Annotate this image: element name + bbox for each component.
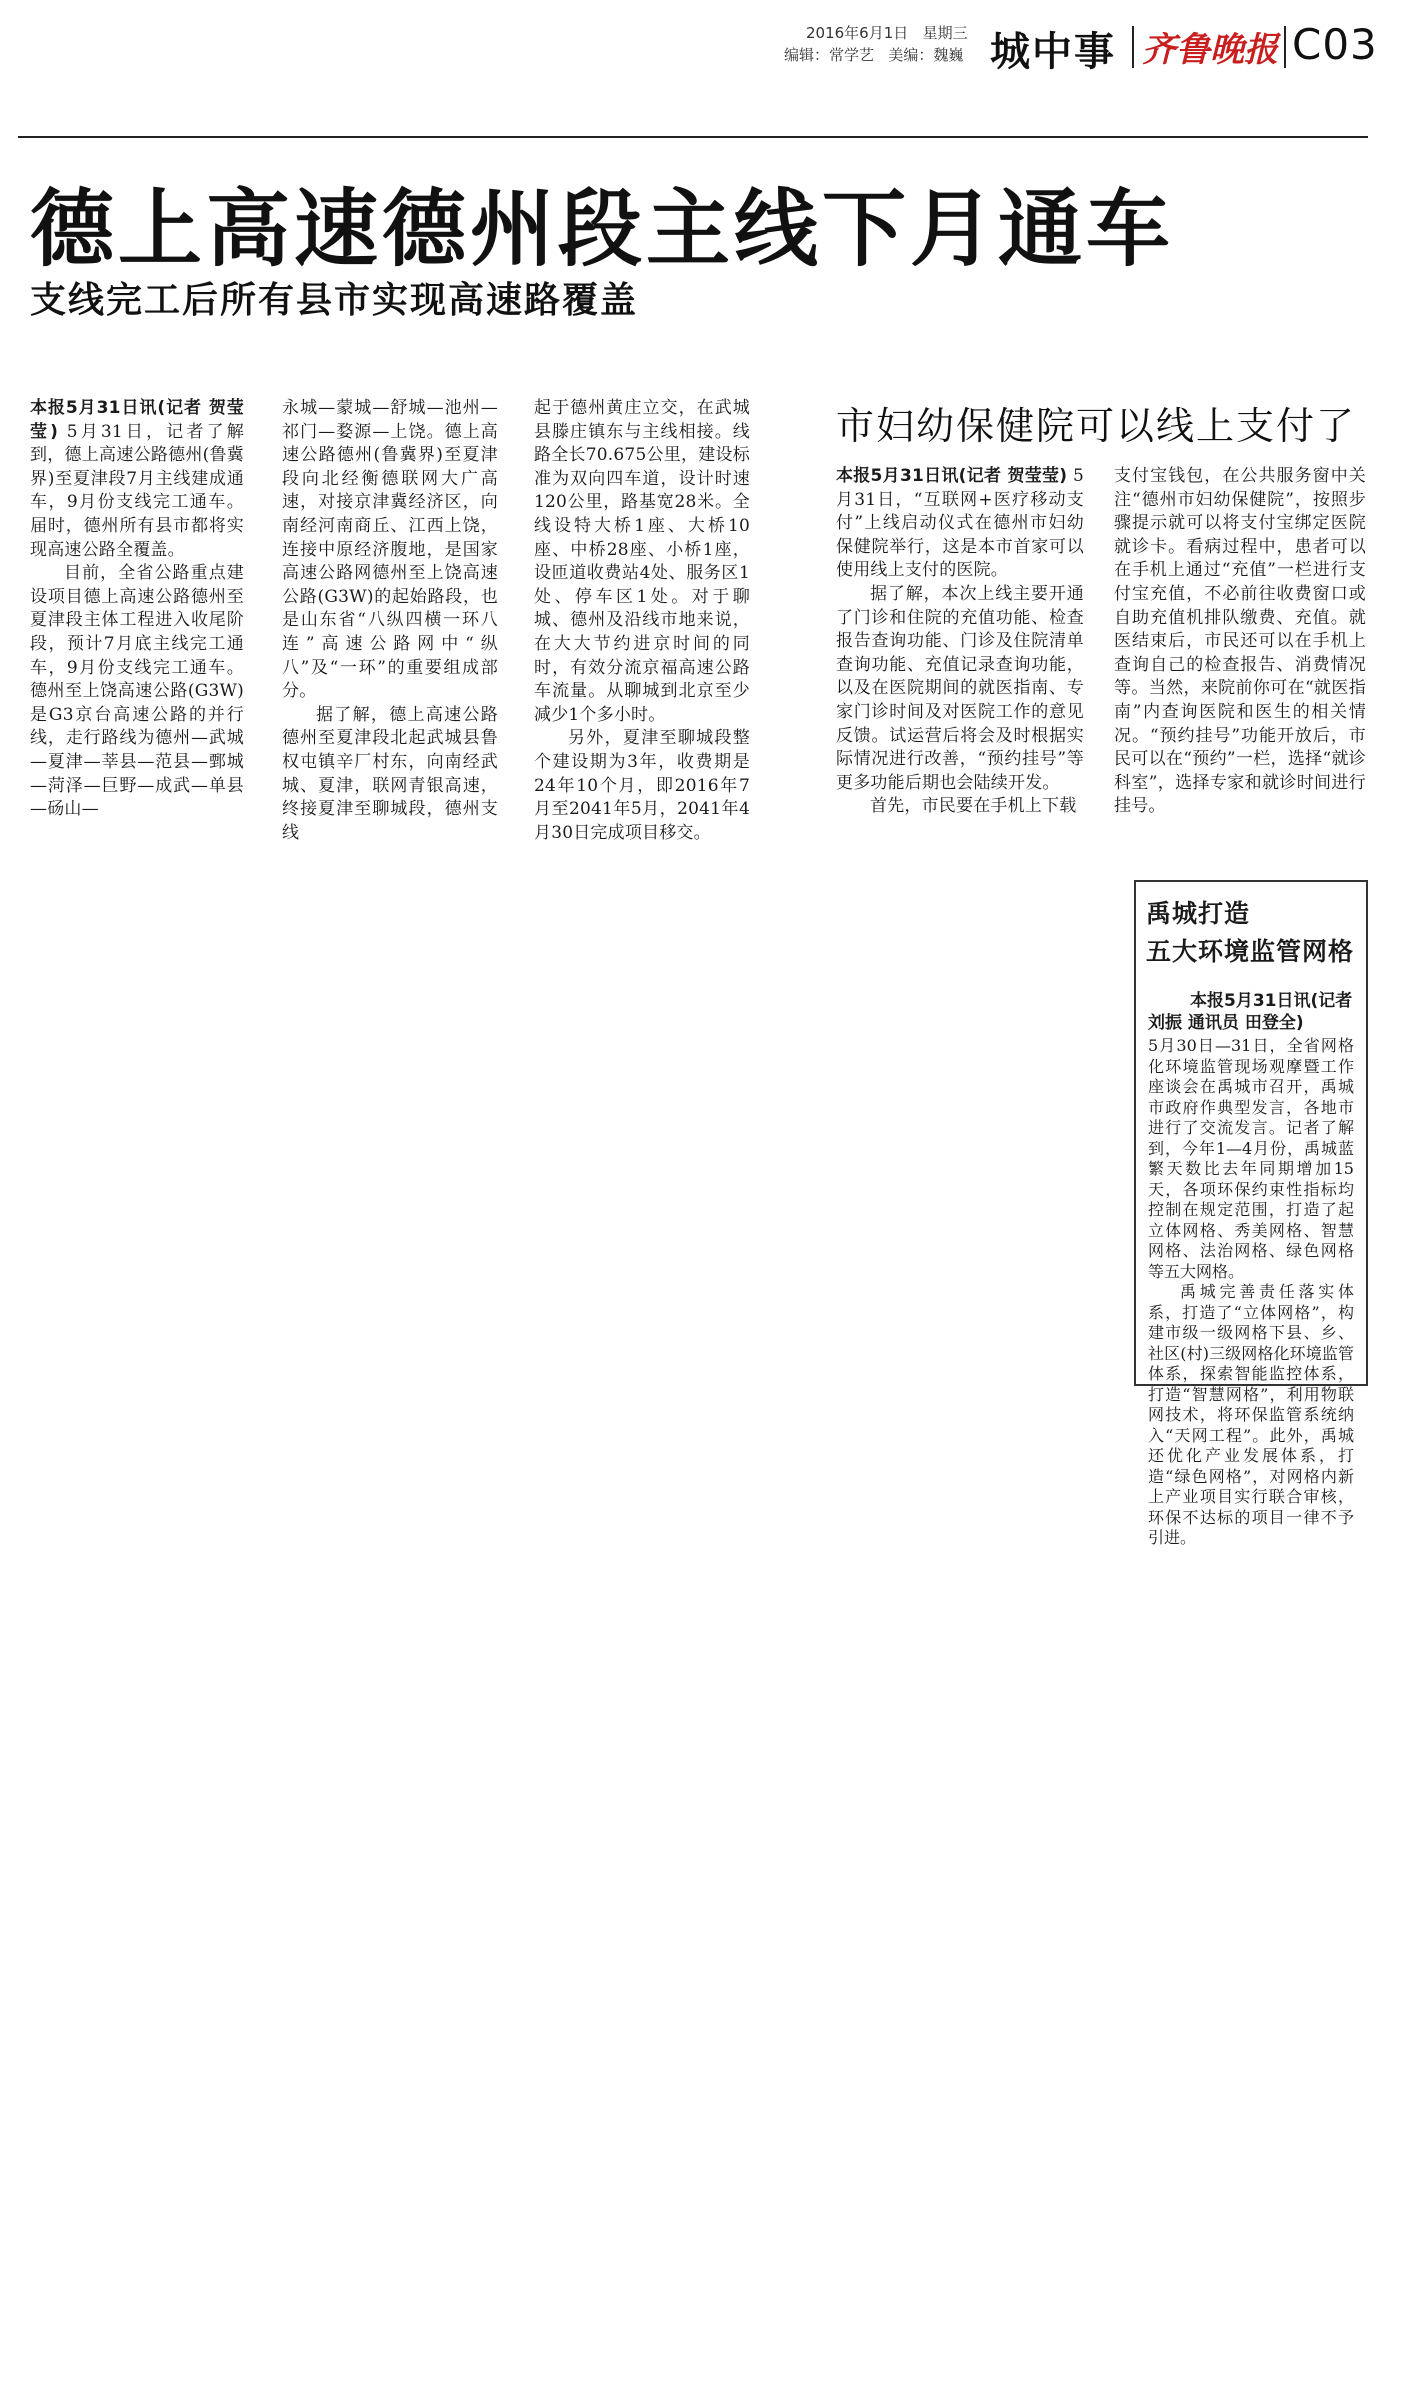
story1-text: 5月31日，记者了解到，德上高速公路德州(鲁冀界)至夏津段7月主线建成通车，9月份支线完工通车。届时，德州所有县市都将实现高速公路全覆盖。: [30, 421, 245, 560]
story3-box: [1134, 880, 1368, 1547]
story2-paragraph: 支付宝钱包，在公共服务窗中关注“德州市妇幼保健院”，按照步骤提示就可以将支付宝绑定医院就诊卡。看病过程中，患者可以在手机上通过“充值”一栏进行支付宝充值，不必前往收费窗口或自助充值机排队缴费、充值。就医结束后，市民还可以在手机上查询自己的检查报告、消费情况等。当然，来院前你可在“就医指南”内查询医院和医生的相关情况。“预约挂号”功能开放后，市民可以在“预约”一栏，选择“就诊科室”，选择专家和就诊时间进行挂号。: [1114, 466, 1366, 817]
masthead-divider: [1132, 26, 1134, 68]
story2-dateline: 本报5月31日讯(记者 贺莹莹): [836, 466, 1068, 486]
story3-title-line2: 五大环境监管网格: [1146, 937, 1355, 966]
weekday: 星期三: [922, 24, 968, 42]
story1-paragraph: 据了解，德上高速公路德州至夏津段北起武城县鲁权屯镇辛厂村东，向南经武城、夏津，联网青银高速，终接夏津至聊城段，德州支线: [282, 704, 498, 843]
story3-paragraph: 禹城完善责任落实体系，打造了“立体网格”，构建市级一级网格下县、乡、社区(村)三级网格化环境监管体系，探索智能监控体系，打造“智慧网格”，利用物联网技术，将环保监管系统纳入“天网工程”。此外，禹城还优化产业发展体系，打造“绿色网格”，对网格内新上产业项目实行联合审核，环保不达标的项目一律不予引进。: [1148, 1282, 1354, 1547]
story2-text: 5月31日，“互联网+医疗移动支付”上线启动仪式在德州市妇幼保健院举行，这是本市首家可以使用线上支付的医院。: [836, 466, 1084, 581]
story2-paragraph: 首先，市民要在手机上下载: [870, 796, 1077, 817]
story1-paragraph: 起于德州黄庄立交，在武城县滕庄镇东与主线相接。线路全长70.675公里，建设标准为双向四车道，设计时速120公里，路基宽28米。全线设特大桥1座、大桥10座、中桥28座、小桥1座，设匝道收费站4处、服务区1处、停车区1处。对于聊城、德州及沿线市地来说，在大大节约进京时间的同时，有效分流京福高速公路车流量。从聊城到北京至少减少1个多小时。: [534, 398, 750, 725]
issue-date: [806, 22, 968, 44]
story1-headline: 德上高速德州段主线下月通车: [30, 180, 1175, 278]
story1-paragraph: 另外，夏津至聊城段整个建设期为3年，收费期是24年10个月，即2016年7月至2041年5月，2041年4月30日完成项目移交。: [534, 728, 750, 843]
story3-byline: 刘振 通讯员 田登全): [1148, 1013, 1304, 1033]
story1-column-3: [534, 397, 750, 845]
masthead-rule: [18, 136, 1368, 138]
story3-body: [1148, 1036, 1354, 1549]
date: 2016年6月1日: [806, 24, 909, 42]
story1-dateline: 本报5月31日讯(记者 贺莹莹): [30, 398, 244, 442]
story2-column-2: [1114, 465, 1366, 819]
masthead-divider: [1284, 26, 1286, 68]
story2-paragraph: [836, 465, 1084, 583]
story3-byline: 本报5月31日讯(记者: [1190, 991, 1353, 1011]
story1-paragraph: 永城—蒙城—舒城—池州—祁门—婺源—上饶。德上高速公路德州(鲁冀界)至夏津段向北经衡德联网大广高速，对接京津冀经济区，向南经河南商丘、江西上饶，连接中原经济腹地，是国家高速公路网德州至上饶高速公路(G3W)的起始路段，也是山东省“八纵四横一环八连”高速公路网中“纵八”及“一环”的重要组成部分。: [282, 398, 498, 702]
designer-credit: 美编：魏巍: [888, 46, 964, 64]
story2-paragraph: 据了解，本次上线主要开通了门诊和住院的充值功能、检查报告查询功能、门诊及住院清单查询功能、充值记录查询功能，以及在医院期间的就医指南、专家门诊时间及对医院工作的意见反馈。试运营后将会及时根据实际情况进行改善，“预约挂号”等更多功能后期也会陆续开发。: [836, 583, 1084, 793]
page-number: C03: [1292, 20, 1378, 69]
story1-column-1: [30, 397, 244, 822]
story3-title-line1: 禹城打造: [1146, 899, 1251, 928]
staff-credits: [784, 44, 963, 66]
story1-column-2: [282, 397, 498, 845]
story2-headline: 市妇幼保健院可以线上支付了: [836, 404, 1357, 448]
editor-credit: 编辑：常学艺: [784, 46, 875, 64]
story2-column-1: [836, 465, 1084, 819]
story1-paragraph: 目前，全省公路重点建设项目德上高速公路德州至夏津段主体工程进入收尾阶段，预计7月底主线完工通车，9月份支线完工通车。德州至上饶高速公路(G3W)是G3京台高速公路的并行线，走行路线为德州—武城—夏津—莘县—范县—鄄城—菏泽—巨野—成武—单县—砀山—: [30, 563, 244, 820]
section-title: 城中事: [990, 29, 1116, 75]
newspaper-logo: 齐鲁晚报: [1142, 30, 1278, 70]
story1-paragraph: [30, 397, 244, 562]
story1-subhead: 支线完工后所有县市实现高速路覆盖: [30, 280, 639, 321]
story3-paragraph: 5月30日—31日，全省网格化环境监管现场观摩暨工作座谈会在禹城市召开，禹城市政府作典型发言，各地市进行了交流发言。记者了解到，今年1—4月份，禹城蓝繁天数比去年同期增加15天，各项环保约束性指标均控制在规定范围，打造了起立体网格、秀美网格、智慧网格、法治网格、绿色网格等五大网格。: [1148, 1036, 1354, 1281]
